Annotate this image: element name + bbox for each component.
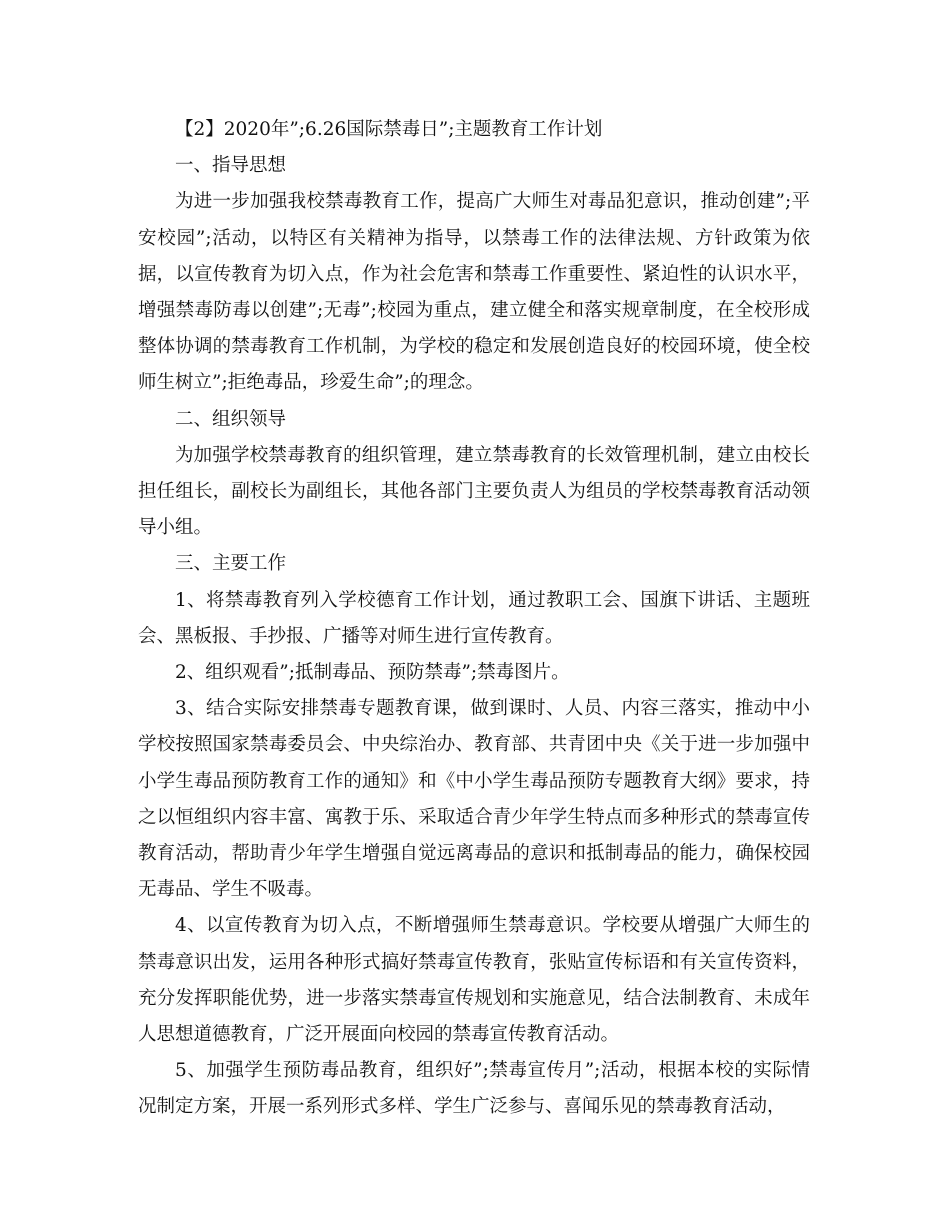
section-heading-guiding-ideology: 一、指导思想 xyxy=(175,155,287,177)
paragraph: 为加强学校禁毒教育的组织管理，建立禁毒教育的长效管理机制，建立由校长担任组长，副校长为副组长，其他各部门主要负责人为组员的学校禁毒教育活动领导小组。 xyxy=(138,444,810,539)
paragraph: 4、以宣传教育为切入点，不断增强师生禁毒意识。学校要从增强广大师生的禁毒意识出发，运用各种形式搞好禁毒宣传教育，张贴宣传标语和有关宣传资料，充分发挥职能优势，进一步落实禁毒宣传规划和实施意见，结合法制教育、未成年人思想道德教育，广泛开展面向校园的禁毒宣传教育活动。 xyxy=(138,915,810,1046)
section-heading-main-work: 三、主要工作 xyxy=(175,553,287,575)
paragraph: 为进一步加强我校禁毒教育工作，提高广大师生对毒品犯意识，推动创建”;平安校园”;活动，以特区有关精神为指导，以禁毒工作的法律法规、方针政策为依据，以宣传教育为切入点，作为社会危害和禁毒工作重要性、紧迫性的认识水平，增强禁毒防毒以创建”;无毒”;校园为重点，建立健全和落实规章制度，在全校形成整体协调的禁毒教育工作机制，为学校的稳定和发展创造良好的校园环境，使全校师生树立”;拒绝毒品，珍爱生命”;的理念。 xyxy=(138,191,810,394)
paragraph: 3、结合实际安排禁毒专题教育课，做到课时、人员、内容三落实，推动中小学校按照国家禁毒委员会、中央综治办、教育部、共青团中央《关于进一步加强中小学生毒品预防教育工作的通知》和《中小学生毒品预防专题教育大纲》要求，持之以恒组织内容丰富、寓教于乐、采取适合青少年学生特点而多种形式的禁毒宣传教育活动，帮助青少年学生增强自觉远离毒品的意识和抵制毒品的能力，确保校园无毒品、学生不吸毒。 xyxy=(138,698,810,901)
document-page xyxy=(138,112,810,1126)
paragraph: 5、加强学生预防毒品教育，组织好”;禁毒宣传月”;活动，根据本校的实际情况制定方案，开展一系列形式多样、学生广泛参与、喜闻乐见的禁毒教育活动， xyxy=(138,1060,810,1118)
document-title: 【2】2020年”;6.26国际禁毒日”;主题教育工作计划 xyxy=(175,119,603,140)
section-heading-organization: 二、组织领导 xyxy=(175,408,287,430)
paragraph: 2、组织观看”;抵制毒品、预防禁毒”;禁毒图片。 xyxy=(175,662,570,684)
paragraph: 1、将禁毒教育列入学校德育工作计划，通过教职工会、国旗下讲话、主题班会、黑板报、手抄报、广播等对师生进行宣传教育。 xyxy=(138,589,810,647)
